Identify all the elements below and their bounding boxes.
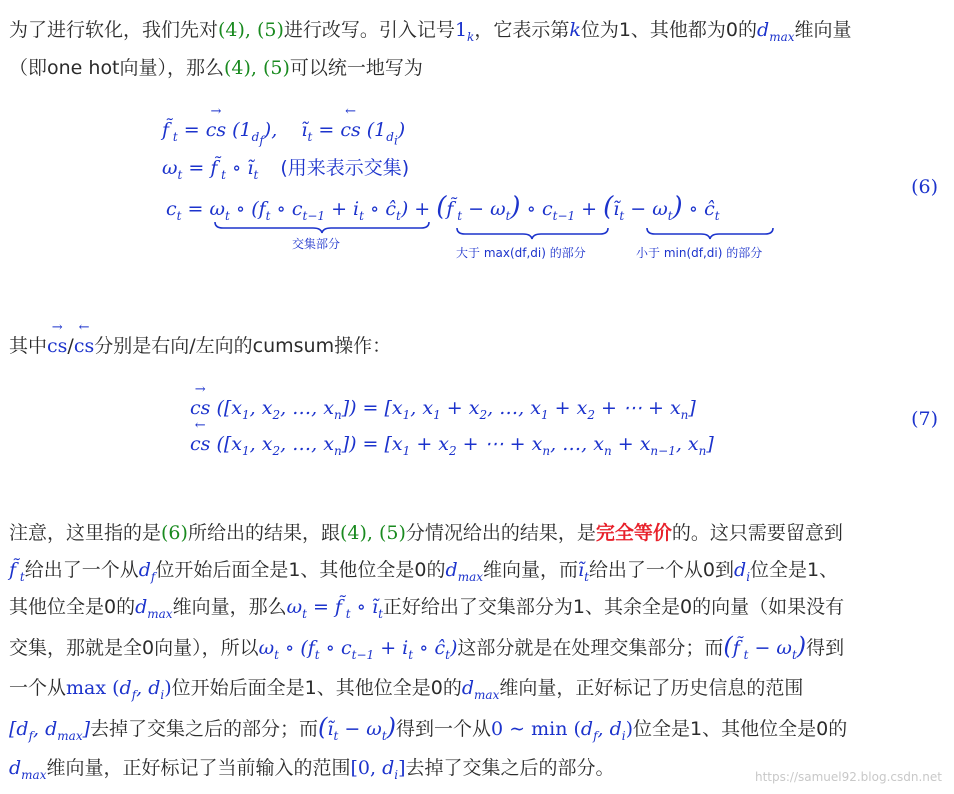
mid-text-2: 分别是右向/左向的cumsum操作： <box>94 335 392 357</box>
eq6-row-3: $c_t = \omega_t$ ∘ ($f_t$ ∘ $c_{t-1} + i_t$ ∘ $ĉ_t$) + (f̃ $_t - \omega_t$) ∘ $c_{t-1}$ + $(ĩ_t - \omega_t)$ ∘ $ĉ_t$ <box>166 192 720 223</box>
para-line-7: $d_{max}$维向量，正好标记了当前输入的范围[0, $d_i$]去掉了交集之后的部分。 <box>9 757 615 782</box>
eq-ref-4-5: (4), (5) <box>218 19 284 41</box>
emphasis-equivalent: 完全等价 <box>595 522 672 544</box>
label-intersection: 交集部分 <box>292 237 341 251</box>
intro-text-1: 为了进行软化，我们先对 <box>9 19 219 41</box>
intro-line-2 <box>9 56 423 80</box>
intro-text-6: （即one hot向量），那么 <box>9 57 225 79</box>
eq6-row-1: f̃ $_t$ = cs → $(1_{d_f})$, $ĩ_t$ = cs ← $(1_{d_i})$ <box>162 104 406 148</box>
mid-text-1: 其中 <box>9 335 48 357</box>
label-greater-than-max: 大于 max(df,di) 的部分 <box>456 246 586 260</box>
brace-greater-than-max <box>455 226 610 240</box>
eq6-number: (6) <box>911 176 938 198</box>
cs-left-symbol: cs ← <box>73 320 95 357</box>
para-line-1: 注意，这里指的是(6)所给出的结果，跟(4), (5)分情况给出的结果，是完全等价的。这只需要留意到 <box>9 522 843 544</box>
intro-text-4: 位为1、其他都为0的 <box>580 19 758 41</box>
eq7-number: (7) <box>911 408 938 430</box>
cs-right-symbol: cs → <box>47 320 68 357</box>
eq-ref-4-5-c: (4), (5) <box>339 522 406 544</box>
cumsum-description <box>9 320 392 358</box>
para-line-3: 其他位全是0的$d_{max}$维向量，那么$\omega_t$ = f̃ $_t$ ∘ $ĩ_t$正好给出了交集部分为1、其余全是0的向量（如果没有 <box>9 596 845 621</box>
intro-text-2: 进行改写。引入记号 <box>283 19 455 41</box>
mid-slash: / <box>67 335 74 357</box>
eq-ref-6: (6) <box>161 522 188 544</box>
eq6-row-2: $\omega_t$ = f̃ $_t$ ∘ $ĩ_t$ (用来表示交集) <box>162 157 410 182</box>
intersection-note: (用来表示交集) <box>280 157 410 179</box>
para-line-2: f̃ $_t$给出了一个从$d_f$位开始后面全是1、其他位全是0的$d_{max}$维向量，而$ĩ_t$给出了一个从0到$d_i$位全是1、 <box>9 559 839 584</box>
k-symbol: k <box>569 19 581 41</box>
one-k-symbol: $1_k$ <box>454 19 475 44</box>
brace-intersection <box>213 220 431 234</box>
watermark: https://samuel92.blog.csdn.net <box>754 770 942 784</box>
eq7-row-1: cs → ([$x_1$, $x_2$, …, $x_n]) = [x_1$, $x_1 + x_2$, …, $x_1 + x_2$ + ⋯ + $x_n$] <box>190 382 696 422</box>
intro-text-7: 可以统一地写为 <box>289 57 423 79</box>
para-line-4: 交集，那就是全0向量），所以$\omega_t$ ∘ ($f_t$ ∘ $c_{t-1} + i_t$ ∘ $ĉ_t$)这部分就是在处理交集部分；而(f̃ $_t - \omega_t$)得到 <box>9 632 845 662</box>
brace-less-than-min <box>645 226 775 240</box>
eq-ref-4-5-b: (4), (5) <box>224 57 290 79</box>
para-line-5: 一个从$\max (d_f$, $d_i$)位开始后面全是1、其他位全是0的$d_{max}$维向量，正好标记了历史信息的范围 <box>9 677 804 702</box>
para-line-6: [$d_f$, $d_{max}$]去掉了交集之后的部分；而$(ĩ_t - \omega_t)$得到一个从0 ∼ $\min (d_f$, $d_i$)位全是1、其他位全是0的 <box>9 713 848 743</box>
intro-text-5: 维向量 <box>794 19 852 41</box>
intro-text-3: ，它表示第 <box>474 19 570 41</box>
intro-line-1 <box>9 18 852 49</box>
eq7-row-2: cs ← ([$x_1$, $x_2$, …, $x_n]) = [x_1 + x_2$ + ⋯ + $x_n$, …, $x_n + x_{n-1}$, $x_n$] <box>190 418 714 458</box>
dmax-symbol: $d_{max}$ <box>757 19 795 44</box>
label-less-than-min: 小于 min(df,di) 的部分 <box>636 246 763 260</box>
